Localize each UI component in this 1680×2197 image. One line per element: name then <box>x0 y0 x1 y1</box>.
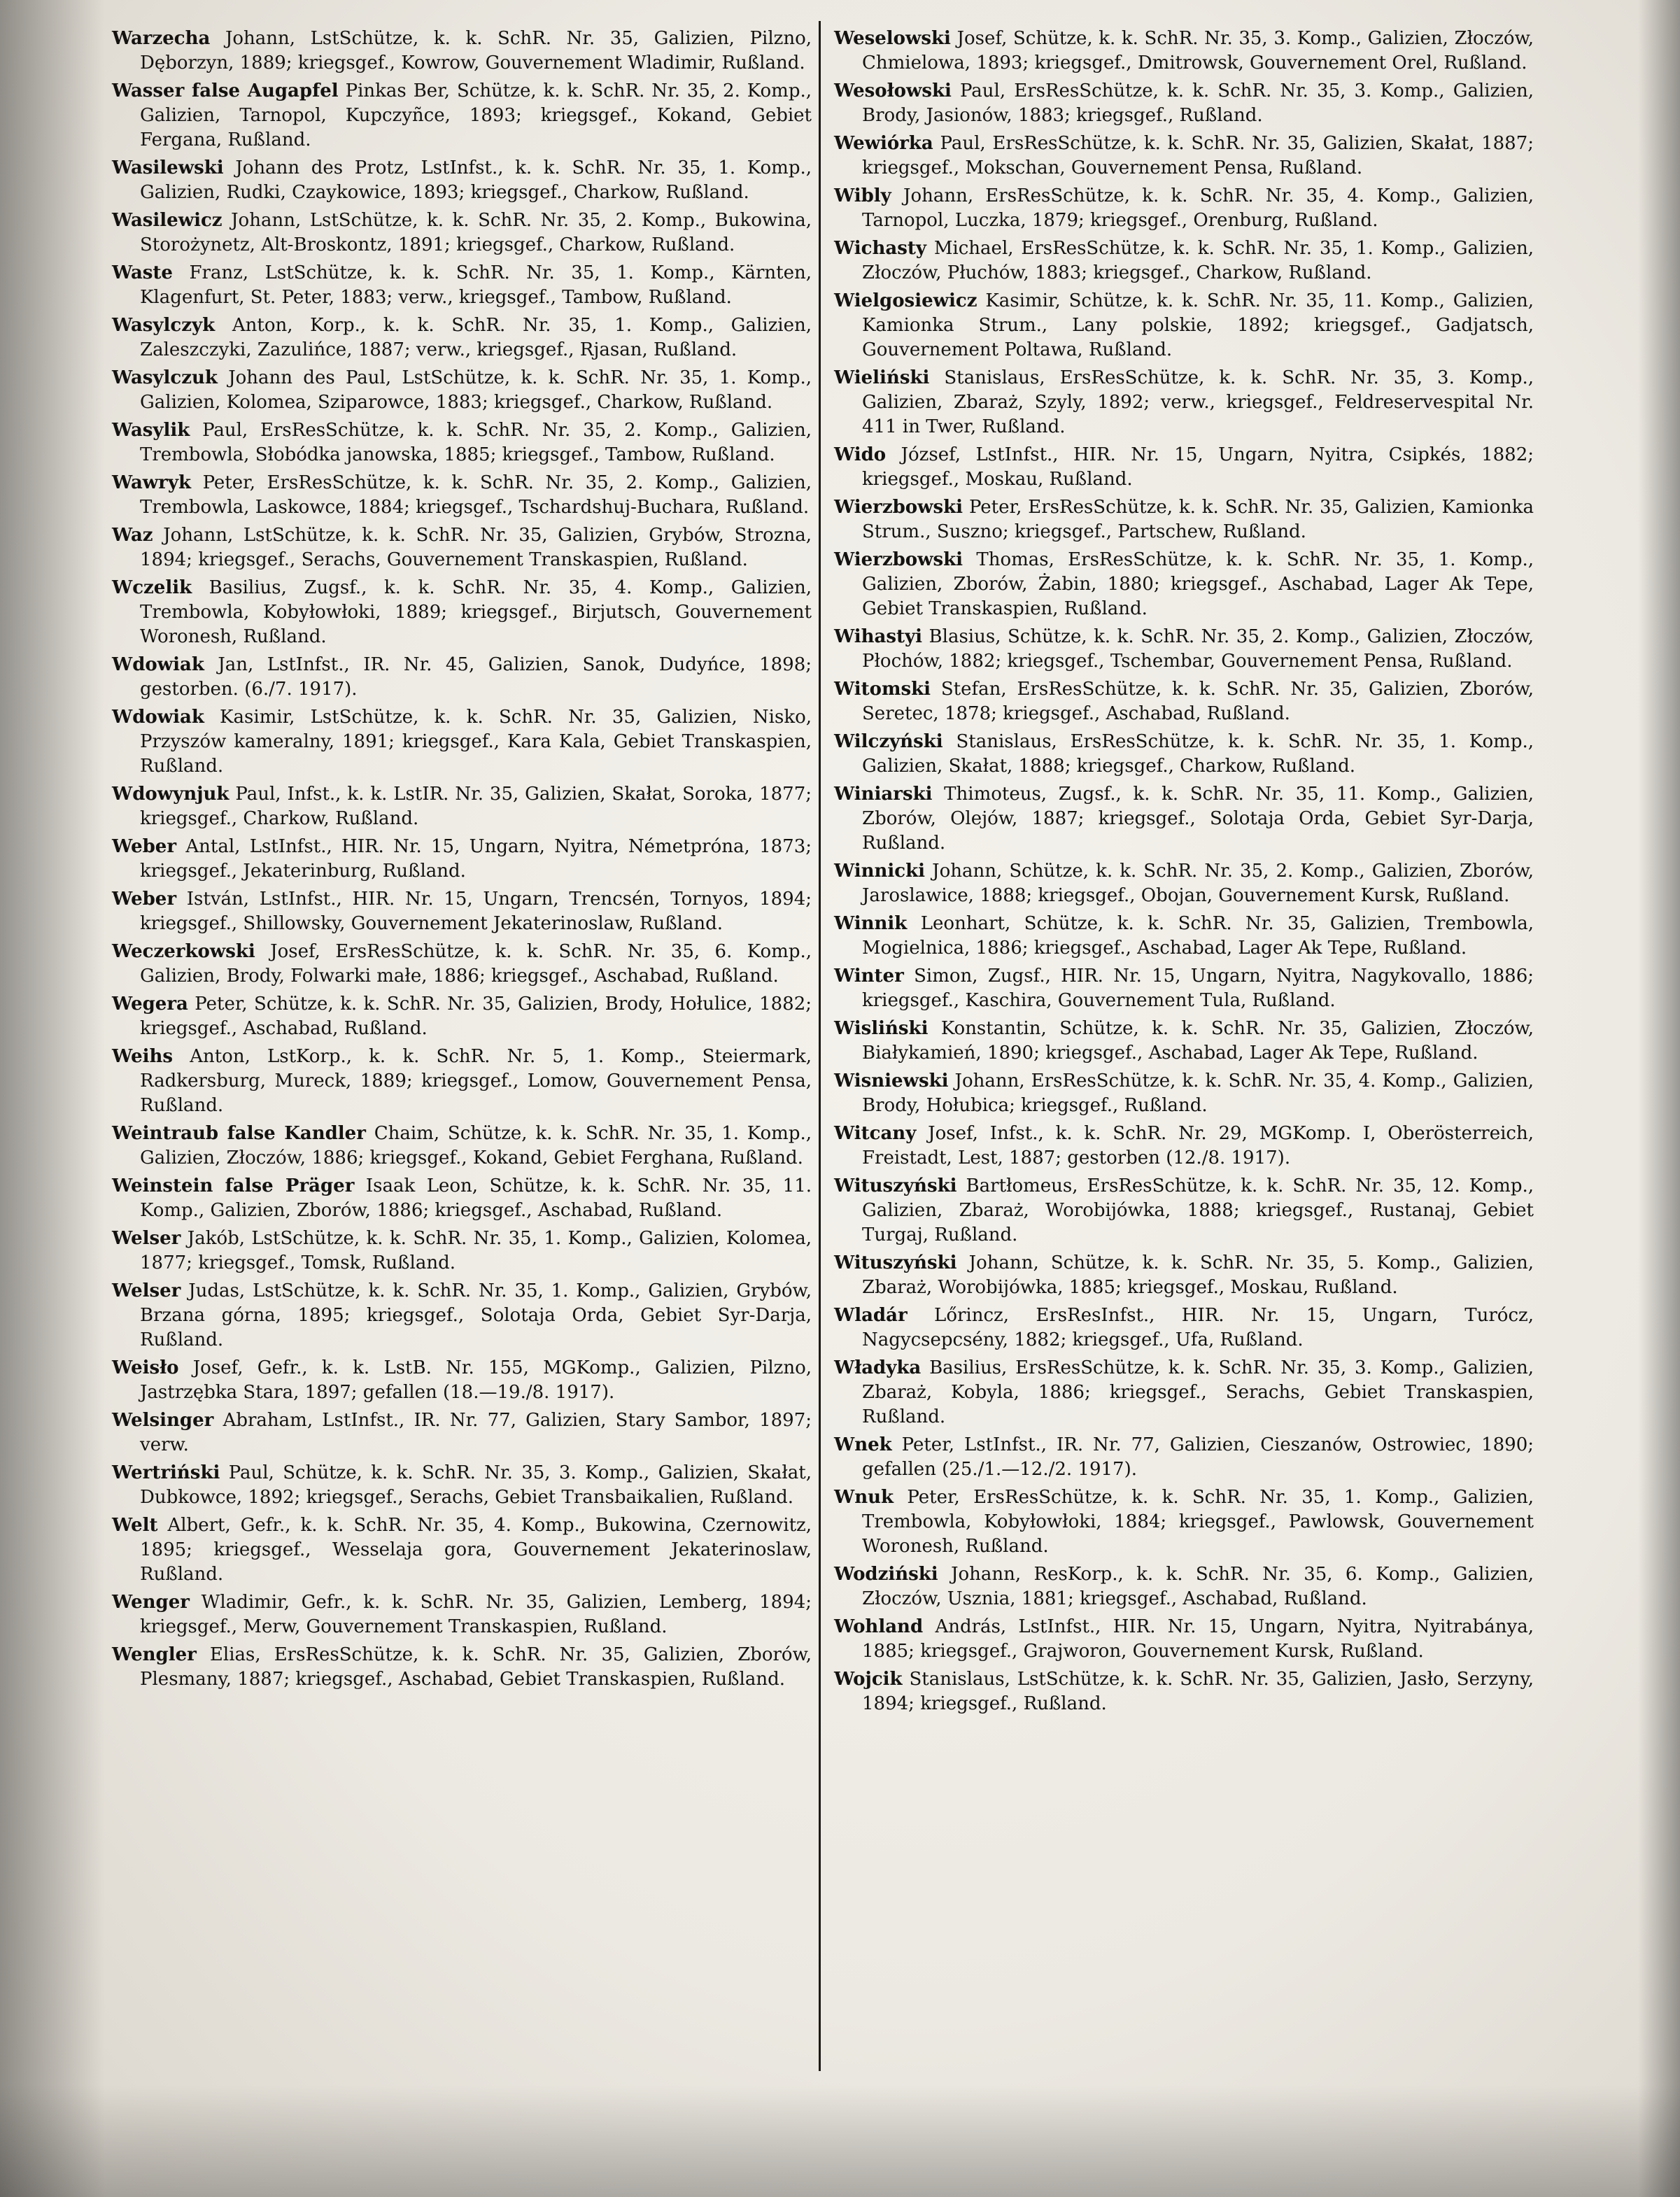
entry-details: Kasimir, LstSchütze, k. k. SchR. Nr. 35, Galizien, Nisko, Przyszów kameralny, 1891; kriegsgef., Kara Kala, Gebiet Transkaspien, Rußland. <box>140 707 812 777</box>
entry-surname: Weintraub false Kandler <box>112 1123 366 1144</box>
right-column <box>834 27 1534 1720</box>
entry-details: Elias, ErsResSchütze, k. k. SchR. Nr. 35, Galizien, Zborów, Plesmany, 1887; kriegsgef., Aschabad, Gebiet Transkaspien, Rußland. <box>140 1644 812 1690</box>
entry-surname: Wasylik <box>112 420 190 441</box>
casualty-entry <box>834 1562 1534 1611</box>
entry-surname: Wihastyi <box>834 626 923 647</box>
casualty-entry <box>834 1356 1534 1429</box>
entry-details: Johann, ErsResSchütze, k. k. SchR. Nr. 35, 4. Komp., Galizien, Tarnopol, Luczka, 1879; kriegsgef., Orenburg, Rußland. <box>862 185 1534 231</box>
entry-details: Johann, Schütze, k. k. SchR. Nr. 35, 2. Komp., Galizien, Zborów, Jaroslawice, 1888; kriegsgef., Obojan, Gouvernement Kursk, Rußland. <box>862 861 1534 906</box>
entry-surname: Wido <box>834 444 887 465</box>
entry-details: Thimoteus, Zugsf., k. k. SchR. Nr. 35, 11. Komp., Galizien, Zborów, Olejów, 1887; kriegsgef., Solotaja Orda, Gebiet Syr-Darja, Rußland. <box>862 784 1534 854</box>
entry-details: Konstantin, Schütze, k. k. SchR. Nr. 35, Galizien, Złoczów, Białykamień, 1890; kriegsgef., Aschabad, Lager Ak Tepe, Rußland. <box>862 1018 1534 1064</box>
entry-details: Paul, Infst., k. k. LstIR. Nr. 35, Galizien, Skałat, Soroka, 1877; kriegsgef., Charkow, Rußland. <box>140 784 812 829</box>
entry-details: Josef, Gefr., k. k. LstB. Nr. 155, MGKomp., Galizien, Pilzno, Jastrzębka Stara, 1897; gefallen (18.—19./8. 1917). <box>140 1357 812 1403</box>
entry-surname: Wczelik <box>112 577 192 598</box>
entry-surname: Wohland <box>834 1616 924 1637</box>
casualty-entry <box>112 782 812 831</box>
entry-details: Basilius, ErsResSchütze, k. k. SchR. Nr. 35, 3. Komp., Galizien, Zbaraż, Kobyla, 1886; kriegsgef., Serachs, Gebiet Transkaspien, Rußland. <box>862 1357 1534 1427</box>
entry-surname: Wdowiak <box>112 654 204 675</box>
casualty-entry <box>112 209 812 257</box>
entry-surname: Weczerkowski <box>112 941 255 962</box>
entry-details: Peter, ErsResSchütze, k. k. SchR. Nr. 35, 2. Komp., Galizien, Trembowla, Laskowce, 1884; kriegsgef., Tschardshuj-Buchara, Rußland. <box>140 472 812 518</box>
entry-surname: Wilczyński <box>834 731 943 752</box>
casualty-entry <box>112 1461 812 1510</box>
left-column <box>112 27 812 1695</box>
entry-details: Paul, ErsResSchütze, k. k. SchR. Nr. 35, Galizien, Skałat, 1887; kriegsgef., Mokschan, Gouvernement Pensa, Rußland. <box>862 133 1534 178</box>
entry-details: József, LstInfst., HIR. Nr. 15, Ungarn, Nyitra, Csipkés, 1882; kriegsgef., Moskau, Rußland. <box>862 444 1534 490</box>
entry-details: Paul, ErsResSchütze, k. k. SchR. Nr. 35, 2. Komp., Galizien, Trembowla, Słobódka janowska, 1885; kriegsgef., Tambow, Rußland. <box>140 420 812 465</box>
casualty-entry <box>834 912 1534 961</box>
entry-surname: Weisło <box>112 1357 179 1378</box>
entry-details: András, LstInfst., HIR. Nr. 15, Ungarn, Nyitra, Nyitrabánya, 1885; kriegsgef., Grajworon, Gouvernement Kursk, Rußland. <box>862 1616 1534 1662</box>
entry-surname: Wichasty <box>834 238 926 259</box>
casualty-entry <box>834 289 1534 362</box>
entry-surname: Wieliński <box>834 367 930 388</box>
casualty-entry <box>112 1513 812 1587</box>
entry-surname: Welser <box>112 1280 181 1301</box>
casualty-entry <box>112 366 812 415</box>
entry-surname: Wisniewski <box>834 1071 949 1092</box>
entry-surname: Winnicki <box>834 861 926 882</box>
casualty-entry <box>834 1615 1534 1664</box>
entry-details: Michael, ErsResSchütze, k. k. SchR. Nr. 35, 1. Komp., Galizien, Złoczów, Płuchów, 1883; kriegsgef., Charkow, Rußland. <box>862 238 1534 283</box>
entry-details: Simon, Zugsf., HIR. Nr. 15, Ungarn, Nyitra, Nagykovallo, 1886; kriegsgef., Kaschira, Gouvernement Tula, Rußland. <box>862 966 1534 1011</box>
entry-details: Jan, LstInfst., IR. Nr. 45, Galizien, Sanok, Dudyńce, 1898; gestorben. (6./7. 1917). <box>140 654 812 700</box>
casualty-entry <box>834 1122 1534 1171</box>
entry-details: Peter, Schütze, k. k. SchR. Nr. 35, Galizien, Brody, Hołulice, 1882; kriegsgef., Aschabad, Rußland. <box>140 994 812 1039</box>
casualty-entry <box>834 79 1534 128</box>
entry-details: Johann des Paul, LstSchütze, k. k. SchR. Nr. 35, 1. Komp., Galizien, Kolomea, Sziparowce, 1883; kriegsgef., Charkow, Rußland. <box>140 367 812 413</box>
casualty-entry <box>834 548 1534 621</box>
casualty-entry <box>834 625 1534 674</box>
entry-details: Josef, ErsResSchütze, k. k. SchR. Nr. 35, 6. Komp., Galizien, Brody, Folwarki małe, 1886; kriegsgef., Aschabad, Rußland. <box>140 941 812 987</box>
entry-details: Johann des Protz, LstInfst., k. k. SchR. Nr. 35, 1. Komp., Galizien, Rudki, Czaykowice, 1893; kriegsgef., Charkow, Rußland. <box>140 157 812 203</box>
entry-surname: Wasylczyk <box>112 315 216 336</box>
casualty-entry <box>112 261 812 310</box>
entry-surname: Wengler <box>112 1644 197 1665</box>
entry-details: Anton, Korp., k. k. SchR. Nr. 35, 1. Komp., Galizien, Zaleszczyki, Zazulińce, 1887; verw., kriegsgef., Rjasan, Rußland. <box>140 315 812 360</box>
entry-surname: Weber <box>112 889 177 910</box>
entry-surname: Wibly <box>834 185 891 206</box>
entry-surname: Wertriński <box>112 1462 220 1483</box>
entry-details: Basilius, Zugsf., k. k. SchR. Nr. 35, 4. Komp., Galizien, Trembowla, Kobyłowłoki, 1889; kriegsgef., Birjutsch, Gouvernement Woronesh, Rußland. <box>140 577 812 647</box>
entry-surname: Wnuk <box>834 1487 894 1508</box>
entry-surname: Waz <box>112 525 153 546</box>
casualty-entry <box>112 1227 812 1276</box>
entry-details: Johann, ResKorp., k. k. SchR. Nr. 35, 6. Komp., Galizien, Złoczów, Usznia, 1881; kriegsgef., Aschabad, Rußland. <box>862 1564 1534 1609</box>
entry-surname: Weinstein false Präger <box>112 1175 355 1196</box>
entry-surname: Wegera <box>112 994 188 1015</box>
entry-details: Johann, LstSchütze, k. k. SchR. Nr. 35, 2. Komp., Bukowina, Storożynetz, Alt-Broskontz, 1891; kriegsgef., Charkow, Rußland. <box>140 210 812 255</box>
entry-surname: Wewiórka <box>834 133 933 154</box>
scan-shadow-bottom <box>0 2085 1680 2197</box>
casualty-entry <box>834 677 1534 726</box>
entry-details: Isaak Leon, Schütze, k. k. SchR. Nr. 35, 11. Komp., Galizien, Zborów, 1886; kriegsgef., Aschabad, Rußland. <box>140 1175 812 1221</box>
entry-details: Lőrincz, ErsResInfst., HIR. Nr. 15, Ungarn, Turócz, Nagycsepcsény, 1882; kriegsgef., Ufa, Rußland. <box>862 1305 1534 1350</box>
casualty-entry <box>834 443 1534 492</box>
entry-details: Chaim, Schütze, k. k. SchR. Nr. 35, 1. Komp., Galizien, Złoczów, 1886; kriegsgef., Kokand, Gebiet Ferghana, Rußland. <box>140 1123 812 1168</box>
casualty-entry <box>112 156 812 205</box>
scan-shadow-right <box>1638 0 1680 2197</box>
entry-details: Peter, ErsResSchütze, k. k. SchR. Nr. 35, 1. Komp., Galizien, Trembowla, Kobyłowłoki, 1884; kriegsgef., Pawlowsk, Gouvernement Woronesh, Rußland. <box>862 1487 1534 1557</box>
entry-surname: Wituszyński <box>834 1252 957 1273</box>
entry-details: Johann, ErsResSchütze, k. k. SchR. Nr. 35, 4. Komp., Galizien, Brody, Hołubica; kriegsgef., Rußland. <box>862 1071 1534 1116</box>
entry-surname: Wituszyński <box>834 1175 957 1196</box>
casualty-entry <box>834 184 1534 233</box>
casualty-entry <box>112 653 812 702</box>
entry-surname: Wisliński <box>834 1018 929 1039</box>
entry-surname: Wasilewski <box>112 157 224 178</box>
casualty-entry <box>112 471 812 520</box>
entry-surname: Wojcik <box>834 1669 903 1690</box>
casualty-entry <box>834 1017 1534 1066</box>
casualty-entry <box>834 366 1534 439</box>
casualty-entry <box>112 887 812 936</box>
casualty-entry <box>834 964 1534 1013</box>
entry-surname: Wawryk <box>112 472 191 493</box>
casualty-entry <box>834 1174 1534 1248</box>
entry-surname: Welt <box>112 1515 158 1536</box>
entry-details: Kasimir, Schütze, k. k. SchR. Nr. 35, 11. Komp., Galizien, Kamionka Strum., Lany polskie, 1892; kriegsgef., Gadjatsch, Gouvernement Poltawa, Rußland. <box>862 290 1534 360</box>
entry-details: Pinkas Ber, Schütze, k. k. SchR. Nr. 35, 2. Komp., Galizien, Tarnopol, Kupczyñce, 1893; kriegsgef., Kokand, Gebiet Fergana, Rußland. <box>140 80 812 150</box>
entry-details: Johann, LstSchütze, k. k. SchR. Nr. 35, Galizien, Pilzno, Dęborzyn, 1889; kriegsgef., Kowrow, Gouvernement Wladimir, Rußland. <box>140 28 812 73</box>
casualty-entry <box>112 1279 812 1352</box>
entry-details: Leonhart, Schütze, k. k. SchR. Nr. 35, Galizien, Trembowla, Mogielnica, 1886; kriegsgef., Aschabad, Lager Ak Tepe, Rußland. <box>862 913 1534 959</box>
entry-details: Josef, Schütze, k. k. SchR. Nr. 35, 3. Komp., Galizien, Złoczów, Chmielowa, 1893; kriegsgef., Dmitrowsk, Gouvernement Orel, Rußland. <box>862 28 1534 73</box>
entry-details: Antal, LstInfst., HIR. Nr. 15, Ungarn, Nyitra, Németpróna, 1873; kriegsgef., Jekaterinburg, Rußland. <box>140 836 812 882</box>
casualty-entry <box>834 1069 1534 1118</box>
casualty-entry <box>834 782 1534 856</box>
entry-details: Stanislaus, ErsResSchütze, k. k. SchR. Nr. 35, 1. Komp., Galizien, Skałat, 1888; kriegsgef., Charkow, Rußland. <box>862 731 1534 777</box>
entry-surname: Welsinger <box>112 1410 214 1431</box>
casualty-entry <box>112 79 812 153</box>
entry-details: Franz, LstSchütze, k. k. SchR. Nr. 35, 1. Komp., Kärnten, Klagenfurt, St. Peter, 1883; verw., kriegsgef., Tambow, Rußland. <box>140 262 812 308</box>
entry-surname: Władyka <box>834 1357 922 1378</box>
casualty-entry <box>834 27 1534 76</box>
entry-details: Abraham, LstInfst., IR. Nr. 77, Galizien, Stary Sambor, 1897; verw. <box>140 1410 812 1455</box>
casualty-entry <box>112 1590 812 1639</box>
casualty-entry <box>834 1251 1534 1300</box>
entry-surname: Wasser false Augapfel <box>112 80 339 101</box>
casualty-entry <box>112 1122 812 1171</box>
entry-details: Paul, Schütze, k. k. SchR. Nr. 35, 3. Komp., Galizien, Skałat, Dubkowce, 1892; kriegsgef., Serachs, Gebiet Transbaikalien, Rußland. <box>140 1462 812 1508</box>
entry-details: Albert, Gefr., k. k. SchR. Nr. 35, 4. Komp., Bukowina, Czernowitz, 1895; kriegsgef., Wesselaja gora, Gouvernement Jekaterinoslaw, Rußland. <box>140 1515 812 1585</box>
entry-surname: Wnek <box>834 1434 892 1455</box>
entry-surname: Waste <box>112 262 173 283</box>
casualty-entry <box>834 1667 1534 1716</box>
entry-surname: Wenger <box>112 1592 190 1613</box>
entry-surname: Weselowski <box>834 28 951 49</box>
entry-surname: Weber <box>112 836 177 857</box>
casualty-entry <box>834 1304 1534 1352</box>
entry-details: Stanislaus, LstSchütze, k. k. SchR. Nr. 35, Galizien, Jasło, Serzyny, 1894; kriegsgef., Rußland. <box>862 1669 1534 1714</box>
casualty-entry <box>112 1045 812 1118</box>
entry-surname: Wesołowski <box>834 80 952 101</box>
entry-surname: Wdowynjuk <box>112 784 230 805</box>
casualty-entry <box>112 27 812 76</box>
entry-surname: Witomski <box>834 679 931 700</box>
casualty-entry <box>834 495 1534 544</box>
entry-surname: Winter <box>834 966 904 987</box>
entry-details: Anton, LstKorp., k. k. SchR. Nr. 5, 1. Komp., Steiermark, Radkersburg, Mureck, 1889; kriegsgef., Lomow, Gouvernement Pensa, Rußland. <box>140 1046 812 1116</box>
entry-surname: Weihs <box>112 1046 174 1067</box>
casualty-entry <box>112 835 812 884</box>
entry-surname: Witcany <box>834 1123 917 1144</box>
entry-details: István, LstInfst., HIR. Nr. 15, Ungarn, Trencsén, Tornyos, 1894; kriegsgef., Shillowsky, Gouvernement Jekaterinoslaw, Rußland. <box>140 889 812 934</box>
entry-surname: Warzecha <box>112 28 211 49</box>
entry-details: Peter, LstInfst., IR. Nr. 77, Galizien, Cieszanów, Ostrowiec, 1890; gefallen (25./1.—12./2. 1917). <box>862 1434 1534 1480</box>
casualty-entry <box>834 1485 1534 1559</box>
casualty-entry <box>112 705 812 779</box>
entry-surname: Wodziński <box>834 1564 938 1585</box>
casualty-entry <box>112 523 812 572</box>
casualty-entry <box>834 1433 1534 1482</box>
entry-details: Stanislaus, ErsResSchütze, k. k. SchR. Nr. 35, 3. Komp., Galizien, Zbaraż, Szyly, 1892; verw., kriegsgef., Feldreservespital Nr. 411 in Twer, Rußland. <box>862 367 1534 437</box>
casualty-entry <box>112 418 812 467</box>
entry-details: Johann, Schütze, k. k. SchR. Nr. 35, 5. Komp., Galizien, Zbaraż, Worobijówka, 1885; kriegsgef., Moskau, Rußland. <box>862 1252 1534 1298</box>
entry-surname: Wierzbowski <box>834 549 963 570</box>
entry-details: Josef, Infst., k. k. SchR. Nr. 29, MGKomp. I, Oberösterreich, Freistadt, Lest, 1887; gestorben (12./8. 1917). <box>862 1123 1534 1168</box>
entry-surname: Wladár <box>834 1305 908 1326</box>
entry-surname: Wasylczuk <box>112 367 218 388</box>
casualty-entry <box>112 313 812 362</box>
entry-surname: Welser <box>112 1228 181 1249</box>
casualty-entry <box>834 236 1534 285</box>
casualty-entry <box>112 992 812 1041</box>
entry-details: Bartłomeus, ErsResSchütze, k. k. SchR. Nr. 35, 12. Komp., Galizien, Zbaraż, Worobijówka, 1888; kriegsgef., Rustanaj, Gebiet Turgaj, Rußland. <box>862 1175 1534 1245</box>
entry-details: Paul, ErsResSchütze, k. k. SchR. Nr. 35, 3. Komp., Galizien, Brody, Jasionów, 1883; kriegsgef., Rußland. <box>862 80 1534 126</box>
column-divider <box>819 21 821 2071</box>
casualty-entry <box>112 576 812 649</box>
casualty-entry <box>112 1174 812 1223</box>
entry-details: Blasius, Schütze, k. k. SchR. Nr. 35, 2. Komp., Galizien, Złoczów, Płochów, 1882; kriegsgef., Tschembar, Gouvernement Pensa, Rußland. <box>862 626 1534 672</box>
entry-surname: Winnik <box>834 913 908 934</box>
casualty-entry <box>112 1643 812 1692</box>
entry-details: Stefan, ErsResSchütze, k. k. SchR. Nr. 35, Galizien, Zborów, Seretec, 1878; kriegsgef., Aschabad, Rußland. <box>862 679 1534 724</box>
casualty-entry <box>112 940 812 989</box>
entry-details: Peter, ErsResSchütze, k. k. SchR. Nr. 35, Galizien, Kamionka Strum., Suszno; kriegsgef., Partschew, Rußland. <box>862 497 1534 542</box>
casualty-entry <box>834 132 1534 181</box>
entry-surname: Wielgosiewicz <box>834 290 977 311</box>
entry-surname: Wierzbowski <box>834 497 963 518</box>
casualty-entry <box>112 1356 812 1405</box>
entry-details: Johann, LstSchütze, k. k. SchR. Nr. 35, Galizien, Grybów, Strozna, 1894; kriegsgef., Serachs, Gouvernement Transkaspien, Rußland. <box>140 525 812 570</box>
entry-surname: Wdowiak <box>112 707 204 728</box>
entry-surname: Winiarski <box>834 784 933 805</box>
scan-shadow-left <box>0 0 105 2197</box>
entry-details: Thomas, ErsResSchütze, k. k. SchR. Nr. 35, 1. Komp., Galizien, Zborów, Żabin, 1880; kriegsgef., Aschabad, Lager Ak Tepe, Gebiet Transkaspien, Rußland. <box>862 549 1534 619</box>
casualty-entry <box>834 859 1534 908</box>
entry-surname: Wasilewicz <box>112 210 223 231</box>
casualty-entry <box>834 730 1534 779</box>
entry-details: Judas, LstSchütze, k. k. SchR. Nr. 35, 1. Komp., Galizien, Grybów, Brzana górna, 1895; kriegsgef., Solotaja Orda, Gebiet Syr-Darja, Rußland. <box>140 1280 812 1350</box>
entry-details: Jakób, LstSchütze, k. k. SchR. Nr. 35, 1. Komp., Galizien, Kolomea, 1877; kriegsgef., Tomsk, Rußland. <box>140 1228 812 1273</box>
entry-details: Wladimir, Gefr., k. k. SchR. Nr. 35, Galizien, Lemberg, 1894; kriegsgef., Merw, Gouvernement Transkaspien, Rußland. <box>140 1592 812 1637</box>
casualty-entry <box>112 1408 812 1457</box>
